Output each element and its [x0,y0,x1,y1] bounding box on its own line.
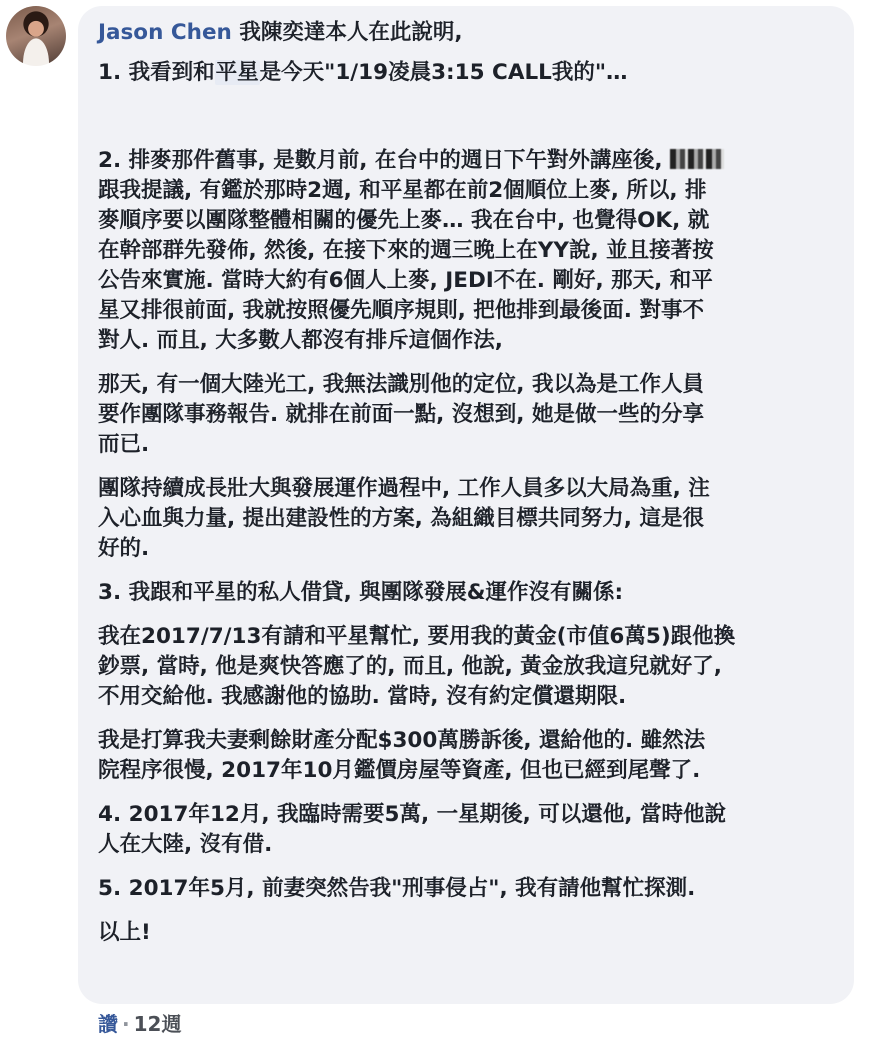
paragraph-2-rest: 跟我提議, 有鑑於那時2週, 和平星都在前2個順位上麥, 所以, 排 麥順序要以團隊整體相關的優先上麥… 我在台中, 也覺得OK, 就 在幹部群先發佈, 然後, 在接下來的週三晚上在YY說, 並且接著按 公告來實施. 當時大約有6個人上麥, JEDI不在. 剛好, 那天, 和平 星又排很前面, 我就按照優先順序規則, 把他排到最後面. 對事不 對人. 而且, 大多數人都沒有排斥這個作法, [98,178,714,353]
paragraph-6: 我在2017/7/13有請和平星幫忙, 要用我的黃金(市值6萬5)跟他換 鈔票, 當時, 他是爽快答應了的, 而且, 他說, 黃金放我這兒就好了, 不用交給他. 我感謝他的協助. 當時, 沒有約定償還期限. [98,624,736,709]
paragraph-3: 那天, 有一個大陸光工, 我無法識別他的定位, 我以為是工作人員 要作團隊事務報告. 就排在前面一點, 沒想到, 她是做一些的分享 而已. [98,372,704,457]
redacted-name [670,149,724,169]
comment-footer [98,1008,181,1037]
author-name[interactable]: Jason Chen [98,20,232,45]
comment-header [98,18,834,48]
paragraph-5: 3. 我跟和平星的私人借貸, 與團隊發展&運作沒有關係: [98,580,624,605]
comment-bubble [78,6,854,1004]
paragraph-2-line1: 2. 排麥那件舊事, 是數月前, 在台中的週日下午對外講座後, [98,148,671,173]
timestamp[interactable]: 12週 [133,1012,182,1036]
paragraph-10: 以上! [98,920,151,945]
paragraph-9: 5. 2017年5月, 前妻突然告我"刑事侵占", 我有請他幫忙探測. [98,876,696,901]
paragraph-8: 4. 2017年12月, 我臨時需要5萬, 一星期後, 可以還他, 當時他說 人在大陸, 沒有借. [98,802,726,857]
separator: · [122,1012,130,1036]
paragraph-1-prefix: 1. 我看到和 [98,60,215,85]
mention-highlight[interactable]: 平星 [215,60,259,85]
paragraph-2 [98,146,834,356]
comment-intro: 我陳奕達本人在此說明, [239,20,463,45]
paragraph-1-suffix: 是今天"1/19凌晨3:15 CALL我的"… [259,60,628,85]
paragraph-7: 我是打算我夫妻剩餘財產分配$300萬勝訴後, 還給他的. 雖然法 院程序很慢, 2017年10月鑑價房屋等資產, 但也已經到尾聲了. [98,728,706,783]
avatar[interactable] [6,6,66,66]
paragraph-1 [98,58,834,88]
paragraph-4: 團隊持續成長壯大與發展運作過程中, 工作人員多以大局為重, 注 入心血與力量, 提出建設性的方案, 為組織目標共同努力, 這是很 好的. [98,476,710,561]
like-link[interactable]: 讚 [98,1012,118,1036]
